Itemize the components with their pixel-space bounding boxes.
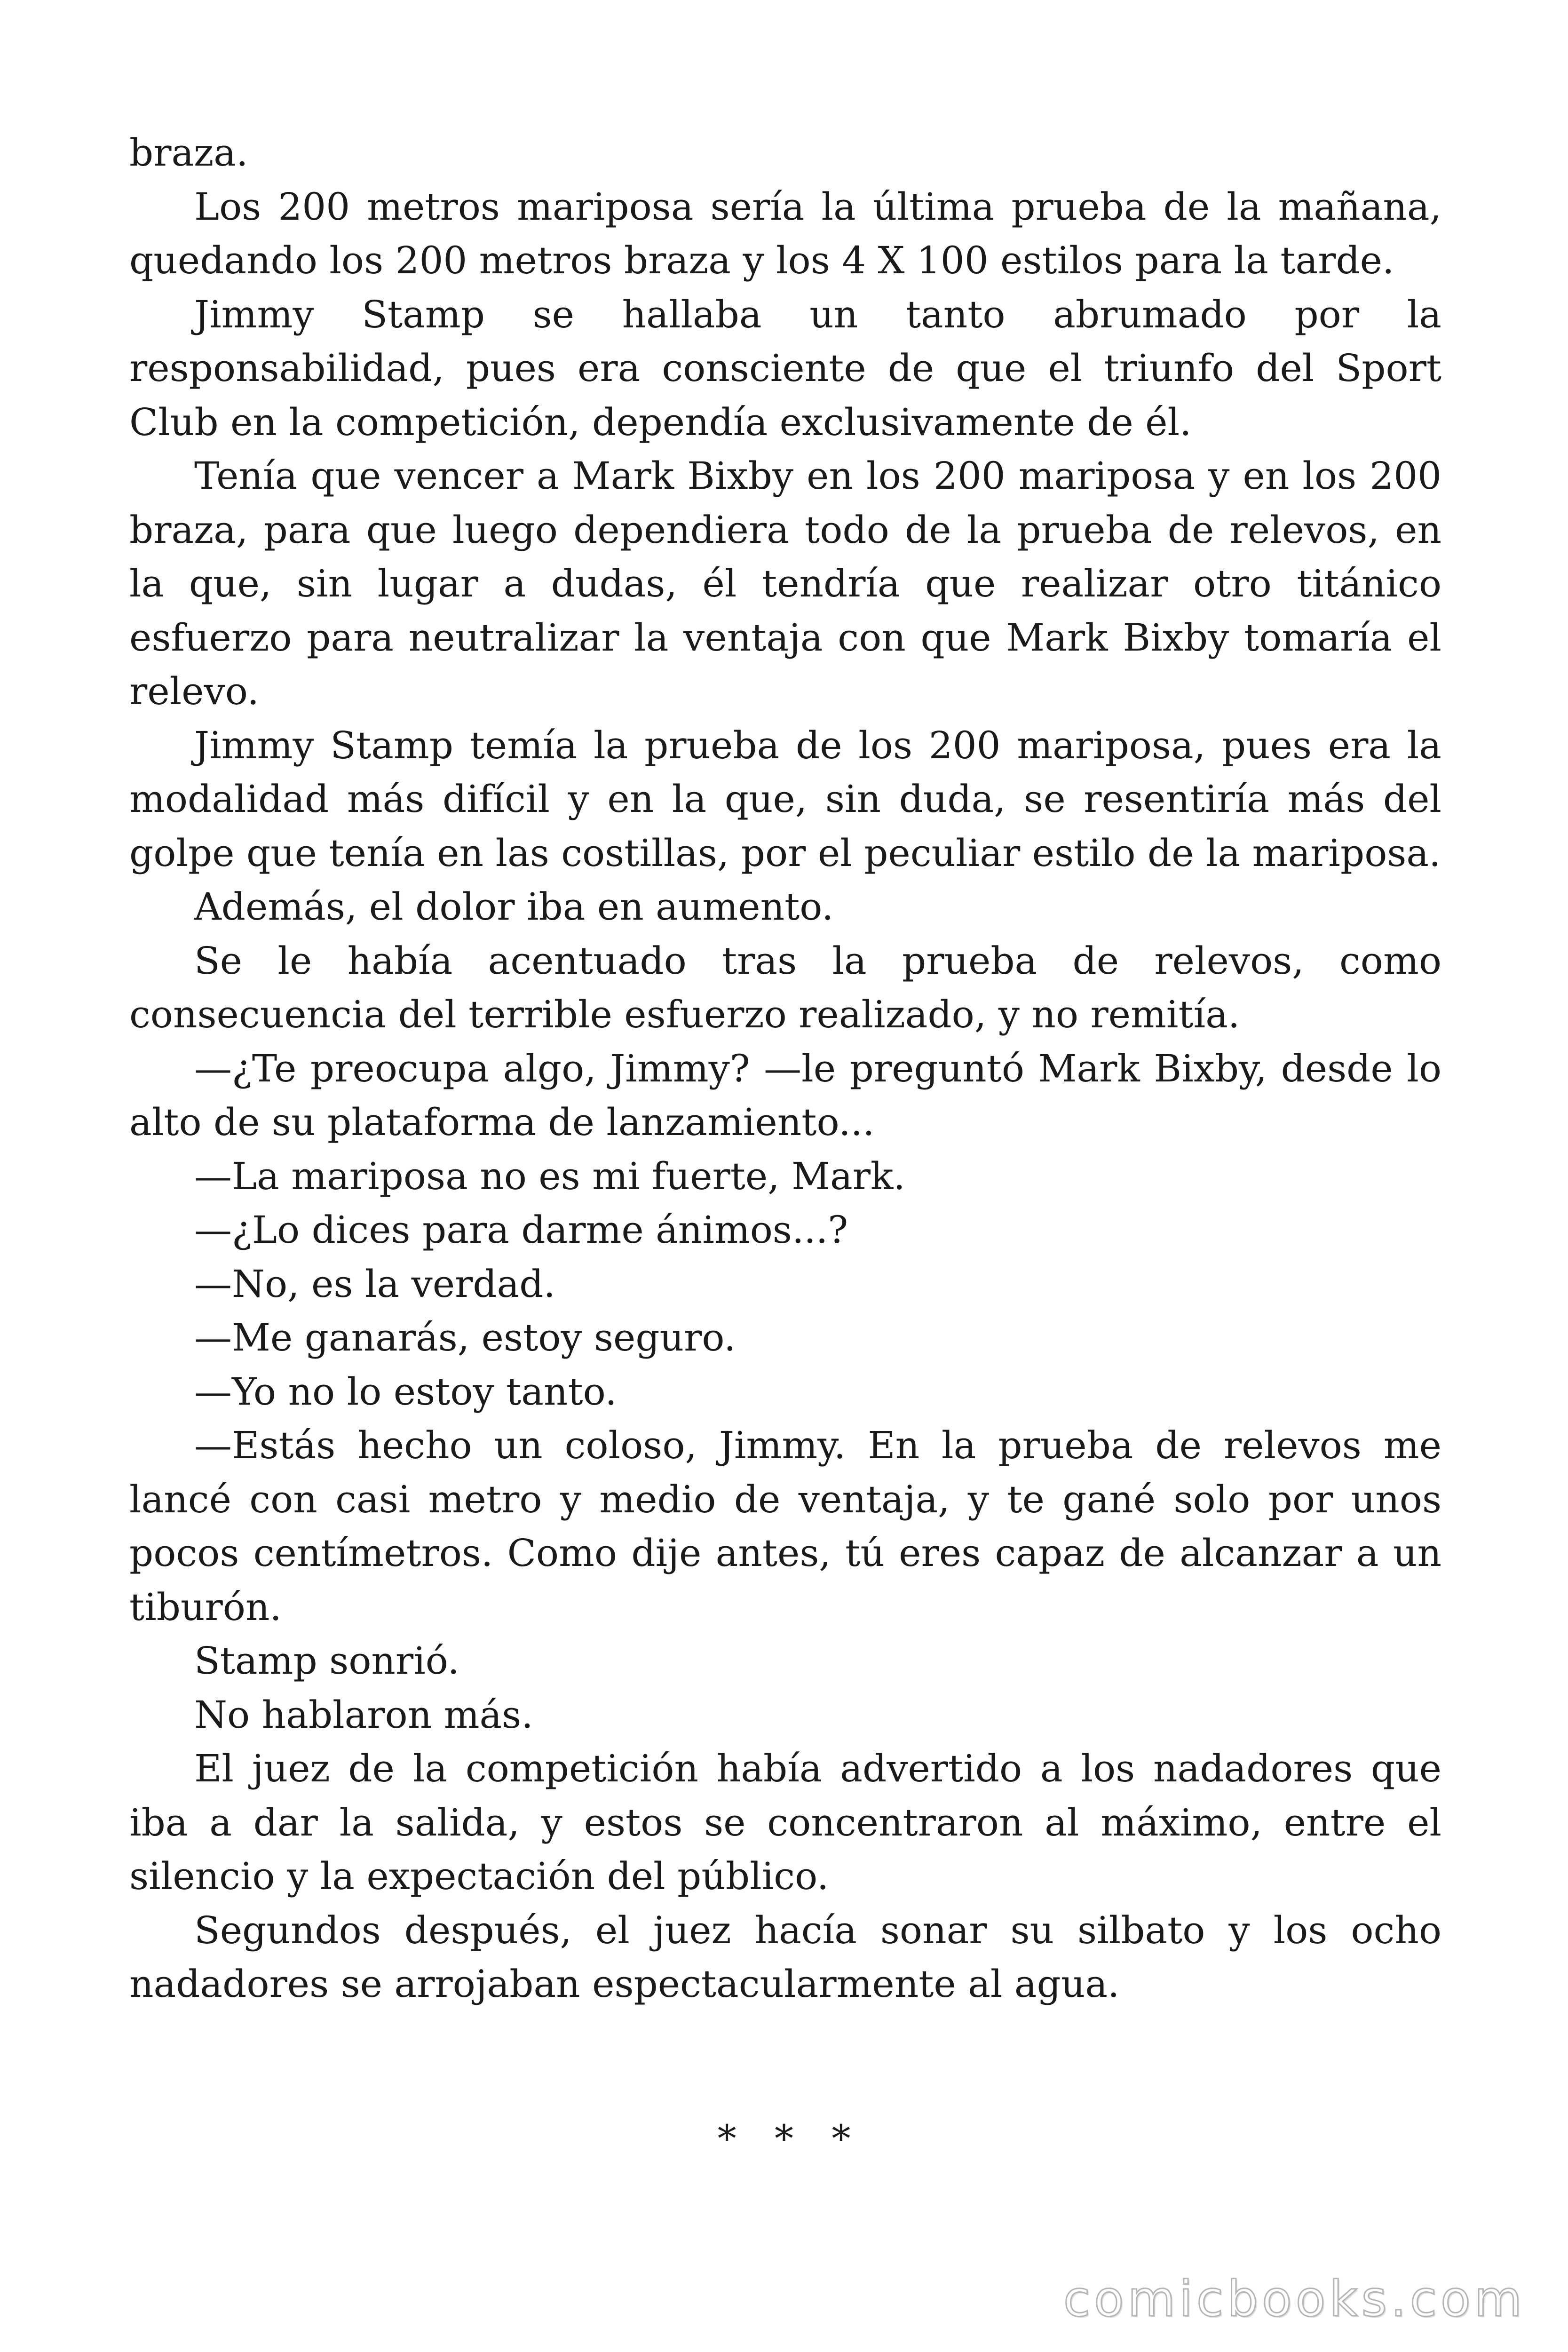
paragraph: Jimmy Stamp temía la prueba de los 200 mariposa, pues era la modalidad más difícil y en la que, sin duda, se resentiría más del golpe que tenía en las costillas, por el peculiar estilo de la mariposa. [129,723,1441,875]
paragraph: Stamp sonrió. [194,1639,459,1683]
dialogue-line: —La mariposa no es mi fuerte, Mark. [194,1154,905,1198]
paragraph: No hablaron más. [194,1692,533,1737]
dialogue-line: —Yo no lo estoy tanto. [194,1369,617,1414]
dialogue-line: —No, es la verdad. [194,1262,555,1306]
paragraph: Se le había acentuado tras la prueba de relevos, como consecuencia del terrible esfuerzo realizado, y no remitía. [129,938,1441,1036]
watermark: comicbooks.com [1063,2270,1526,2328]
paragraph: Segundos después, el juez hacía sonar su silbato y los ocho nadadores se arrojaban espectacularmente al agua. [129,1908,1441,2006]
dialogue-line: —Estás hecho un coloso, Jimmy. En la prueba de relevos me lancé con casi metro y medio de ventaja, y te gané solo por unos pocos centímetros. Como dije antes, tú eres capaz de alcanzar a un tiburón. [129,1423,1441,1629]
dialogue-line: —¿Te preocupa algo, Jimmy? —le preguntó Mark Bixby, desde lo alto de su plataforma de lanzamiento... [129,1046,1441,1144]
paragraph: Además, el dolor iba en aumento. [194,885,834,929]
paragraph: braza. [129,131,248,175]
paragraph: El juez de la competición había advertido a los nadadores que iba a dar la salida, y estos se concentraron al máximo, entre el silencio y la expectación del público. [129,1747,1441,1898]
paragraph: Tenía que vencer a Mark Bixby en los 200 mariposa y en los 200 braza, para que luego dependiera todo de la prueba de relevos, en la que, sin lugar a dudas, él tendría que realizar otro titánico esfuerzo para neutralizar la ventaja con que Mark Bixby tomaría el relevo. [129,454,1441,713]
dialogue-line: —¿Lo dices para darme ánimos...? [194,1208,848,1252]
scene-break: * * * [717,2117,864,2161]
dialogue-line: —Me ganarás, estoy seguro. [194,1316,736,1359]
body-text [129,126,1441,2011]
paragraph: Jimmy Stamp se hallaba un tanto abrumado por la responsabilidad, pues era consciente de que el triunfo del Sport Club en la competición, dependía exclusivamente de él. [129,292,1441,444]
paragraph: Los 200 metros mariposa sería la última prueba de la mañana, quedando los 200 metros braza y los 4 X 100 estilos para la tarde. [129,184,1441,282]
